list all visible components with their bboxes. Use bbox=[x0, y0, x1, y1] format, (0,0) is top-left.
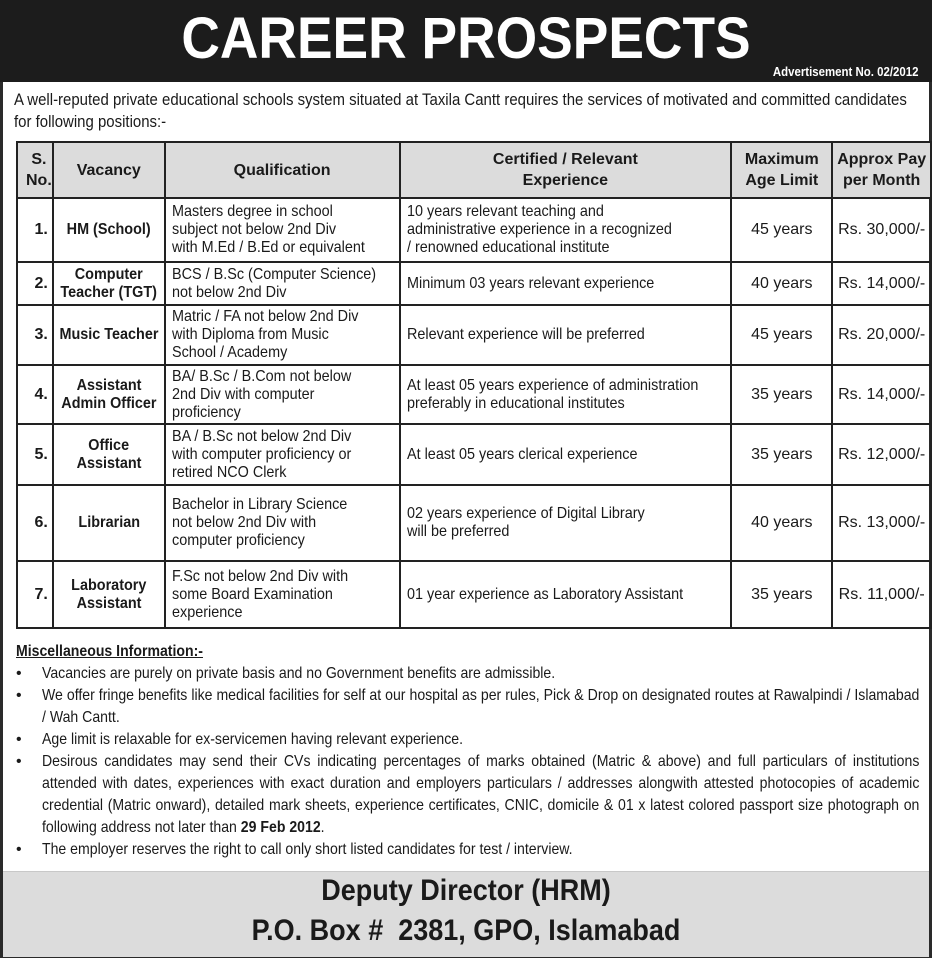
header-text: S. bbox=[31, 151, 47, 168]
cell-sno bbox=[17, 198, 53, 262]
cell-pay bbox=[832, 198, 931, 262]
column-header-vacancy bbox=[53, 142, 165, 198]
cell-vacancy bbox=[53, 262, 165, 305]
table-row bbox=[17, 561, 931, 628]
cell-age-limit bbox=[731, 262, 832, 305]
header-text: Vacancy bbox=[76, 161, 141, 179]
cell-experience bbox=[400, 424, 732, 485]
cell-text: 35 years bbox=[751, 585, 813, 603]
misc-item-body: Vacancies are purely on private basis and no Government benefits are admissible. bbox=[42, 665, 556, 682]
cell-text: 2. bbox=[34, 274, 48, 292]
cell-line: retired NCO Clerk bbox=[171, 463, 287, 481]
cell-line: 2nd Div with computer bbox=[171, 385, 315, 403]
header-text: Age Limit bbox=[745, 172, 819, 189]
table-row bbox=[17, 424, 931, 485]
cell-text: Rs. 14,000/- bbox=[838, 274, 926, 292]
bullet-icon: • bbox=[16, 731, 22, 748]
deadline-date: 29 Feb 2012 bbox=[240, 819, 321, 836]
footer-address-block bbox=[3, 871, 929, 957]
cell-experience bbox=[400, 365, 732, 424]
cell-vacancy bbox=[53, 485, 165, 561]
cell-text: Rs. 12,000/- bbox=[838, 445, 926, 463]
column-header-qualification bbox=[165, 142, 400, 198]
footer-recipient: Deputy Director (HRM) bbox=[321, 874, 611, 907]
cell-sno bbox=[17, 365, 53, 424]
misc-item-suffix: . bbox=[320, 819, 325, 836]
cell-vacancy bbox=[53, 561, 165, 628]
page-title: CAREER PROSPECTS bbox=[181, 6, 751, 71]
column-header-sno bbox=[17, 142, 53, 198]
misc-item-text bbox=[42, 685, 919, 729]
header-text: No. bbox=[26, 172, 52, 189]
cell-experience bbox=[400, 262, 732, 305]
cell-text: 35 years bbox=[751, 385, 813, 403]
cell-text: Rs. 14,000/- bbox=[838, 385, 926, 403]
misc-section bbox=[16, 643, 920, 861]
cell-experience bbox=[400, 485, 732, 561]
vacancies-table bbox=[16, 141, 932, 629]
column-header-age-limit bbox=[731, 142, 832, 198]
cell-experience bbox=[400, 198, 732, 262]
cell-text: 1. bbox=[34, 221, 48, 238]
cell-line: will be preferred bbox=[406, 523, 509, 540]
column-header-pay bbox=[832, 142, 931, 198]
cell-text: Rs. 11,000/- bbox=[838, 585, 925, 603]
table-row bbox=[17, 365, 931, 424]
cell-line: administrative experience in a recognized bbox=[406, 221, 672, 238]
cell-text: 45 years bbox=[751, 221, 813, 238]
cell-text: 5. bbox=[34, 445, 48, 463]
cell-text: 40 years bbox=[751, 514, 813, 531]
cell-line: Assistant bbox=[76, 594, 142, 612]
misc-list bbox=[16, 663, 920, 861]
cell-age-limit bbox=[731, 365, 832, 424]
header-banner bbox=[0, 0, 932, 82]
cell-line: some Board Examination bbox=[171, 585, 333, 603]
cell-vacancy bbox=[53, 198, 165, 262]
cell-sno bbox=[17, 485, 53, 561]
cell-vacancy bbox=[53, 365, 165, 424]
cell-vacancy bbox=[53, 424, 165, 485]
cell-text: 35 years bbox=[751, 445, 813, 463]
cell-line: / renowned educational institute bbox=[406, 239, 610, 256]
cell-vacancy bbox=[53, 305, 165, 365]
cell-line: Librarian bbox=[77, 514, 140, 531]
misc-item-text bbox=[42, 751, 919, 839]
cell-line: with computer proficiency or bbox=[171, 445, 352, 463]
column-header-experience bbox=[400, 142, 732, 198]
misc-list-item bbox=[16, 685, 920, 729]
cell-line: Office bbox=[88, 436, 130, 454]
misc-item-text bbox=[42, 663, 919, 685]
cell-pay bbox=[832, 424, 931, 485]
cell-qualification bbox=[165, 262, 400, 305]
bullet-icon: • bbox=[16, 687, 22, 704]
cell-text: 3. bbox=[34, 326, 48, 343]
cell-line: preferably in educational institutes bbox=[406, 394, 625, 412]
misc-list-item bbox=[16, 663, 916, 685]
table-row bbox=[17, 305, 931, 365]
header-text: Experience bbox=[522, 172, 609, 189]
cell-line: with M.Ed / B.Ed or equivalent bbox=[171, 239, 365, 256]
cell-line: Music Teacher bbox=[59, 326, 159, 343]
cell-line: School / Academy bbox=[171, 344, 288, 361]
cell-line: 02 years experience of Digital Library bbox=[406, 505, 645, 522]
cell-sno bbox=[17, 305, 53, 365]
cell-line: Assistant bbox=[76, 454, 142, 472]
cell-sno bbox=[17, 561, 53, 628]
cell-pay bbox=[832, 365, 931, 424]
cell-pay bbox=[832, 485, 931, 561]
cell-line: Matric / FA not below 2nd Div bbox=[171, 308, 359, 325]
cell-text: 6. bbox=[34, 514, 48, 531]
table-body bbox=[17, 198, 931, 628]
table-header-row bbox=[17, 142, 931, 198]
cell-text: 4. bbox=[34, 385, 48, 403]
cell-qualification bbox=[165, 305, 400, 365]
misc-item-text bbox=[42, 729, 919, 751]
cell-line: 10 years relevant teaching and bbox=[406, 203, 604, 220]
cell-qualification bbox=[165, 365, 400, 424]
cell-line: 01 year experience as Laboratory Assistant bbox=[406, 585, 683, 603]
cell-line: Relevant experience will be preferred bbox=[406, 326, 645, 343]
cell-pay bbox=[832, 305, 931, 365]
cell-text: 45 years bbox=[751, 326, 813, 343]
table-row bbox=[17, 485, 931, 561]
cell-pay bbox=[832, 262, 931, 305]
cell-line: BA / B.Sc not below 2nd Div bbox=[171, 427, 352, 445]
cell-line: not below 2nd Div with bbox=[171, 514, 316, 531]
cell-line: Admin Officer bbox=[61, 394, 157, 412]
cell-line: Assistant bbox=[76, 376, 142, 394]
cell-line: not below 2nd Div bbox=[171, 283, 287, 301]
cell-experience bbox=[400, 305, 732, 365]
cell-age-limit bbox=[731, 485, 832, 561]
misc-list-item bbox=[16, 839, 916, 861]
cell-line: BCS / B.Sc (Computer Science) bbox=[171, 265, 376, 283]
cell-line: Bachelor in Library Science bbox=[171, 496, 348, 513]
misc-list-item bbox=[16, 729, 916, 751]
cell-age-limit bbox=[731, 305, 832, 365]
cell-pay bbox=[832, 561, 931, 628]
header-text: Maximum bbox=[744, 151, 819, 168]
cell-line: Minimum 03 years relevant experience bbox=[406, 274, 654, 292]
cell-line: At least 05 years experience of administration bbox=[406, 376, 698, 394]
cell-line: with Diploma from Music bbox=[171, 326, 329, 343]
cell-line: F.Sc not below 2nd Div with bbox=[171, 567, 348, 585]
cell-line: HM (School) bbox=[66, 221, 151, 238]
cell-sno bbox=[17, 262, 53, 305]
cell-line: At least 05 years clerical experience bbox=[406, 445, 638, 463]
header-text: Certified / Relevant bbox=[492, 151, 638, 168]
cell-line: BA/ B.Sc / B.Com not below bbox=[171, 367, 352, 385]
cell-age-limit bbox=[731, 424, 832, 485]
header-text: per Month bbox=[843, 172, 921, 189]
bullet-icon: • bbox=[16, 841, 22, 858]
intro-paragraph: A well-reputed private educational schools system situated at Taxila Cantt requires the services of motivated and committed candidates for following positions:- bbox=[14, 90, 907, 131]
cell-text: 40 years bbox=[751, 274, 813, 292]
cell-sno bbox=[17, 424, 53, 485]
cell-text: 7. bbox=[34, 585, 48, 603]
bullet-icon: • bbox=[16, 753, 22, 770]
cell-text: Rs. 30,000/- bbox=[838, 221, 926, 238]
misc-item-body: Age limit is relaxable for ex-servicemen having relevant experience. bbox=[42, 731, 464, 748]
cell-text: Rs. 20,000/- bbox=[838, 326, 926, 343]
misc-item-body: Desirous candidates may send their CVs indicating percentages of marks obtained (Matric & above) and full particulars of institutions attended with dates, experiences with exact duration and employers particulars / addresses alongwith attested photocopies of academic credential (Matric onward), detailed mark sheets, experience certificates, CNIC, domicile & 01 x latest colored passport size photograph on following address not later than bbox=[42, 753, 920, 836]
table-row bbox=[17, 262, 931, 305]
cell-line: Masters degree in school bbox=[171, 203, 333, 220]
cell-qualification bbox=[165, 198, 400, 262]
misc-item-body: The employer reserves the right to call only short listed candidates for test / interview. bbox=[42, 841, 573, 858]
cell-qualification bbox=[165, 561, 400, 628]
cell-line: computer proficiency bbox=[171, 532, 305, 549]
misc-item-body: We offer fringe benefits like medical facilities for self at our hospital as per rules, Pick & Drop on designated routes at Rawalpindi / Islamabad / Wah Cantt. bbox=[42, 687, 920, 726]
cell-line: Computer bbox=[74, 265, 143, 283]
misc-item-text bbox=[42, 839, 919, 861]
cell-line: experience bbox=[171, 603, 243, 621]
misc-title: Miscellaneous Information:- bbox=[16, 643, 203, 660]
cell-experience bbox=[400, 561, 732, 628]
cell-age-limit bbox=[731, 561, 832, 628]
cell-line: subject not below 2nd Div bbox=[171, 221, 336, 238]
cell-text: Rs. 13,000/- bbox=[838, 514, 926, 531]
header-text: Qualification bbox=[233, 161, 331, 179]
footer-address: P.O. Box # 2381, GPO, Islamabad bbox=[251, 914, 681, 947]
bullet-icon: • bbox=[16, 665, 22, 682]
cell-line: Teacher (TGT) bbox=[60, 283, 158, 301]
header-text: Approx Pay bbox=[837, 151, 927, 168]
cell-qualification bbox=[165, 485, 400, 561]
misc-list-item bbox=[16, 751, 920, 839]
cell-qualification bbox=[165, 424, 400, 485]
cell-age-limit bbox=[731, 198, 832, 262]
table-row bbox=[17, 198, 931, 262]
advertisement-number: Advertisement No. 02/2012 bbox=[772, 64, 918, 79]
cell-line: proficiency bbox=[171, 403, 241, 421]
cell-line: Laboratory bbox=[71, 576, 147, 594]
